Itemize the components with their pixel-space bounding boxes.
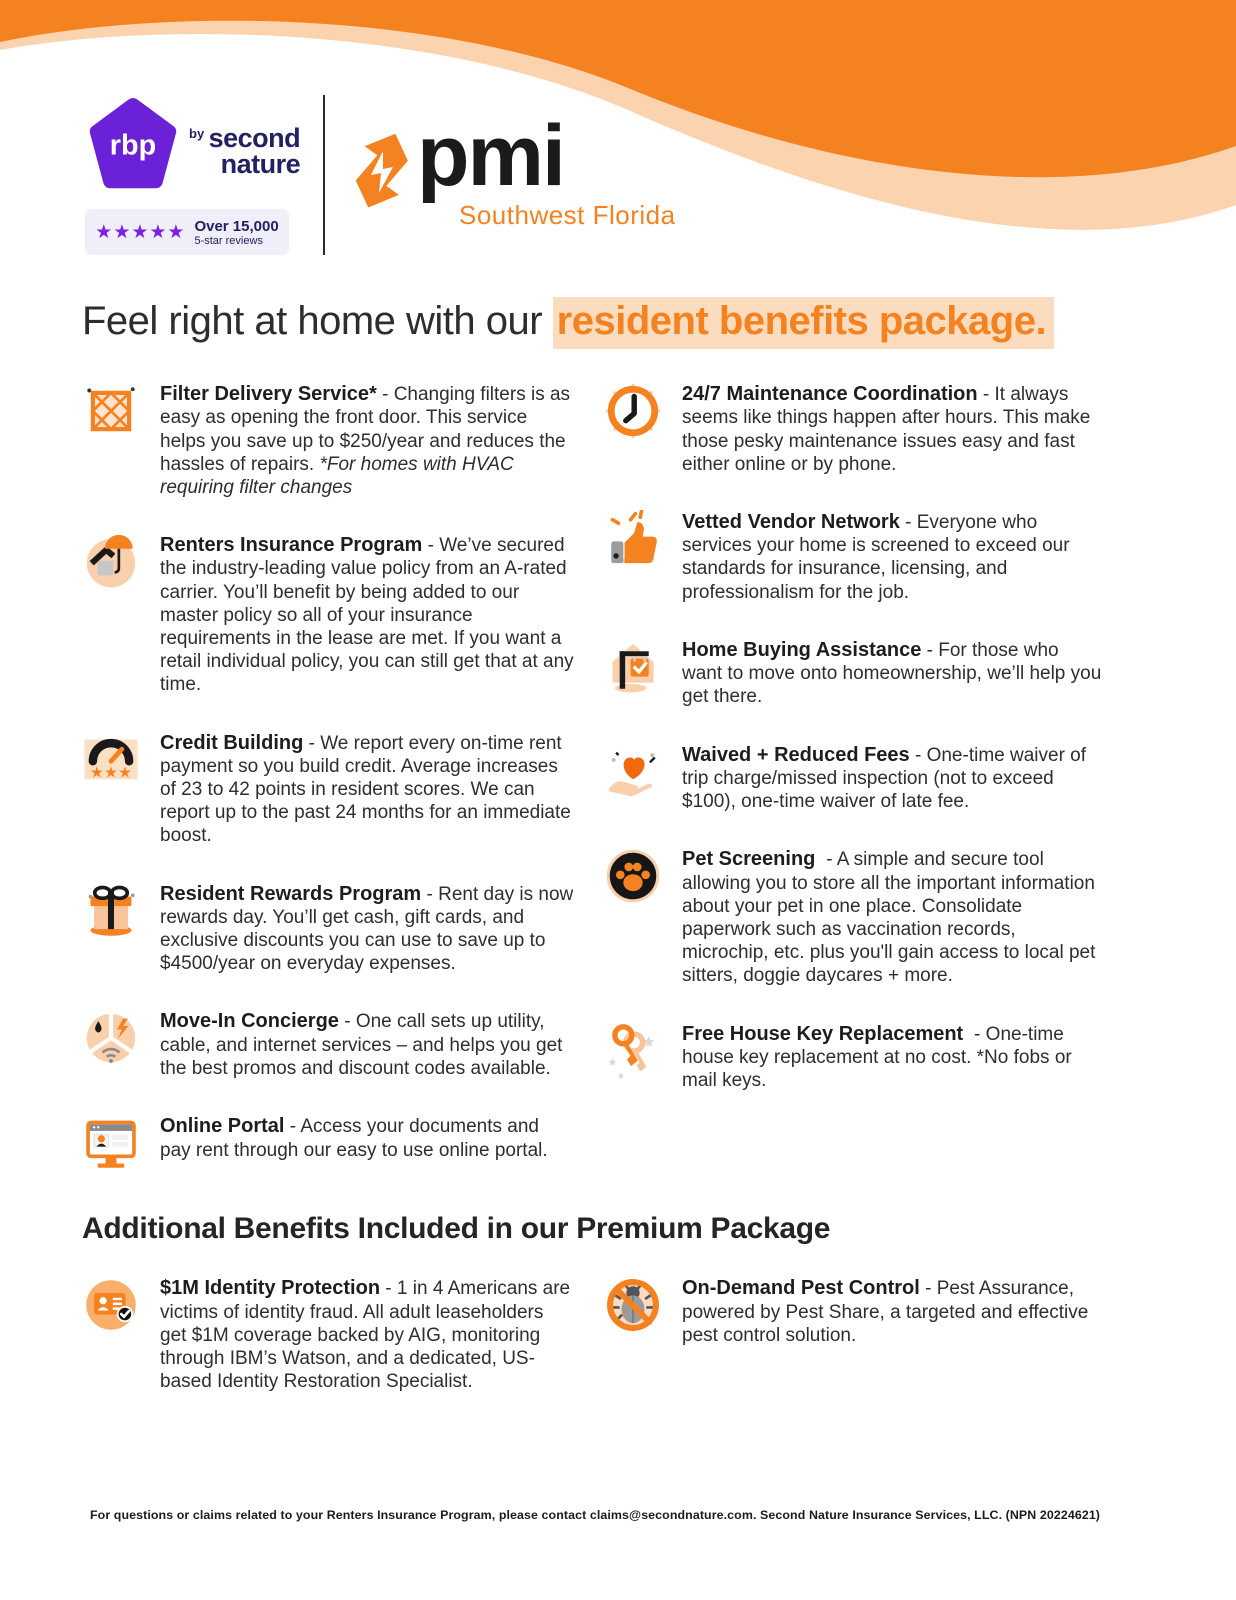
- benefit-item: [82, 1009, 574, 1080]
- benefit-item: [604, 382, 1104, 476]
- benefit-separator: -: [338, 1011, 356, 1033]
- benefit-description: Pest Assurance, powered by Pest Share, a targeted and effective pest control solution.: [682, 1278, 1089, 1346]
- svg-text:★★★: ★★★: [89, 764, 133, 782]
- paw-icon: [604, 847, 662, 905]
- benefit-title: Filter Delivery Service*: [160, 383, 377, 405]
- benefit-title: 24/7 Maintenance Coordination: [682, 383, 978, 405]
- pest-control-icon: [604, 1276, 662, 1334]
- utilities-trio-icon: [82, 1009, 140, 1067]
- page-title: [82, 299, 1236, 344]
- benefit-title: Resident Rewards Program: [160, 882, 422, 905]
- benefit-separator: -: [422, 535, 440, 557]
- benefit-description: For those who want to move onto homeownership, we’ll help you get there.: [682, 639, 1102, 708]
- benefit-description: We’ve secured the industry-leading value policy from an A-rated carrier. You’ll benefit by being added to our master policy so all of your insurance requirements in the lease are met. If you want a retail individual policy, you can still get that at any time.: [160, 535, 574, 696]
- benefit-title: Renters Insurance Program: [160, 534, 423, 557]
- headline-prefix: Feel right at home with our: [82, 299, 553, 343]
- rbp-logo-text: rbp: [109, 129, 157, 162]
- pmi-logo-text: pmi: [417, 108, 564, 204]
- benefit-separator: -: [284, 1116, 301, 1138]
- benefit-description: One call sets up utility, cable, and internet services – and helps you get the best promos and discount codes available.: [160, 1011, 563, 1080]
- benefit-description: It always seems like things happen after hours. This make those pesky maintenance issues easy and fast either online or by phone.: [682, 384, 1091, 475]
- house-sign-icon: [604, 638, 662, 696]
- benefit-item: [82, 882, 574, 976]
- benefit-item: [604, 638, 1104, 709]
- benefit-separator: -: [919, 1278, 937, 1300]
- benefit-description: Everyone who services your home is screened to exceed our standards for insurance, licensing, and professionalism for the job.: [682, 511, 1070, 603]
- header-divider: [323, 95, 325, 255]
- heart-hand-icon: [604, 743, 662, 801]
- brand-word-nature: nature: [220, 149, 301, 179]
- clock-icon: [604, 382, 662, 440]
- benefit-item: [604, 1022, 1104, 1093]
- benefit-separator: -: [376, 384, 394, 405]
- brand-word-second: second: [208, 123, 301, 154]
- five-stars-icon: ★★★★★: [95, 221, 186, 243]
- benefits-column-left: [82, 382, 574, 1206]
- benefit-description: One-time house key replacement at no cost. *No fobs or mail keys.: [682, 1023, 1072, 1092]
- benefit-item: [604, 743, 1104, 814]
- benefit-separator: -: [380, 1278, 397, 1300]
- reviews-caption: 5-star reviews: [194, 234, 263, 247]
- benefit-title: Home Buying Assistance: [682, 638, 922, 661]
- benefit-title: Waived + Reduced Fees: [682, 743, 910, 766]
- benefit-separator: -: [968, 1023, 986, 1045]
- umbrella-house-icon: [82, 533, 140, 591]
- benefit-item: [82, 731, 574, 848]
- benefit-note: *For homes with HVAC requiring filter changes: [160, 453, 514, 498]
- benefit-description: Rent day is now rewards day. You’ll get cash, gift cards, and exclusive discounts you can use to save up to $4500/year on everyday expenses.: [160, 883, 574, 975]
- monitor-icon: [82, 1114, 140, 1172]
- benefit-title: Credit Building: [160, 731, 304, 754]
- reviews-count: Over 15,000: [194, 217, 279, 235]
- benefit-item: [604, 847, 1104, 987]
- premium-section-heading: Additional Benefits Included in our Premium Package: [82, 1212, 831, 1246]
- headline-highlight: resident benefits package.: [553, 297, 1054, 349]
- benefit-item: [82, 533, 574, 696]
- by-label: by: [189, 126, 205, 142]
- benefit-separator: -: [303, 732, 321, 754]
- benefit-separator: -: [977, 384, 995, 405]
- pmi-region-label: Southwest Florida: [459, 200, 676, 231]
- benefit-separator: -: [899, 511, 917, 533]
- benefit-title: Pet Screening: [682, 848, 821, 871]
- keys-icon: [604, 1022, 662, 1080]
- gift-icon: [82, 882, 140, 940]
- benefit-description: 1 in 4 Americans are victims of identity fraud. All adult leaseholders get $1M coverage backed by AIG, monitoring through IBM’s Watson, and a dedicated, US-based Identity Restoration Specialist.: [160, 1278, 571, 1393]
- benefit-separator: -: [921, 639, 939, 661]
- header: [0, 0, 1236, 255]
- rbp-badge-icon: [85, 95, 181, 195]
- reviews-badge: [85, 209, 289, 255]
- benefit-title: $1M Identity Protection: [160, 1277, 381, 1300]
- pmi-arrow-icon: [353, 131, 411, 213]
- benefit-separator: -: [909, 744, 927, 766]
- benefit-separator: -: [421, 883, 439, 905]
- benefit-separator: -: [820, 849, 837, 871]
- benefit-description: A simple and secure tool allowing you to store all the important information about your pet in one place. Consolidate paperwork such as vaccination records, microchip, etc. plus you'll gain access to local pet sitters, doggie daycares + more.: [682, 849, 1096, 987]
- benefit-item: [604, 510, 1104, 604]
- benefit-title: On-Demand Pest Control: [682, 1277, 920, 1300]
- benefits-column-right: [604, 382, 1104, 1206]
- benefit-item: [82, 1276, 574, 1393]
- benefit-title: Move-In Concierge: [160, 1010, 339, 1033]
- second-nature-logo: [189, 123, 301, 179]
- benefit-item: [82, 1114, 574, 1172]
- benefit-title: Vetted Vendor Network: [682, 510, 900, 533]
- benefit-title: Free House Key Replacement: [682, 1022, 969, 1045]
- benefit-description: Access your documents and pay rent through our easy to use online portal.: [160, 1116, 548, 1161]
- premium-benefits-grid: [82, 1276, 1236, 1427]
- benefit-description: We report every on-time rent payment so you build credit. Average increases of 23 to 42 points in resident scores. We can report up to the past 24 months for an immediate boost.: [160, 732, 571, 847]
- id-card-icon: [82, 1276, 140, 1334]
- benefits-grid: [82, 382, 1236, 1206]
- rbp-brand-block: [85, 95, 303, 255]
- benefit-item: [82, 382, 574, 499]
- filter-icon: [82, 382, 140, 440]
- benefit-title: Online Portal: [160, 1115, 285, 1138]
- footer-disclaimer: For questions or claims related to your Renters Insurance Program, please contact claims@secondnature.com. Second Nature Insurance Services, LLC. (NPN 20224621): [90, 1508, 1101, 1522]
- benefit-description: One-time waiver of trip charge/missed inspection (not to exceed $100), one-time waiver of late fee.: [682, 744, 1087, 813]
- thumbs-up-icon: [604, 510, 662, 568]
- benefit-item: [604, 1276, 1104, 1393]
- pmi-brand-block: [353, 108, 676, 231]
- benefit-description: Changing filters is as easy as opening the front door. This service helps you save up to $250/year and reduces the hassles of repairs.: [160, 384, 571, 475]
- gauge-stars-icon: [82, 731, 140, 789]
